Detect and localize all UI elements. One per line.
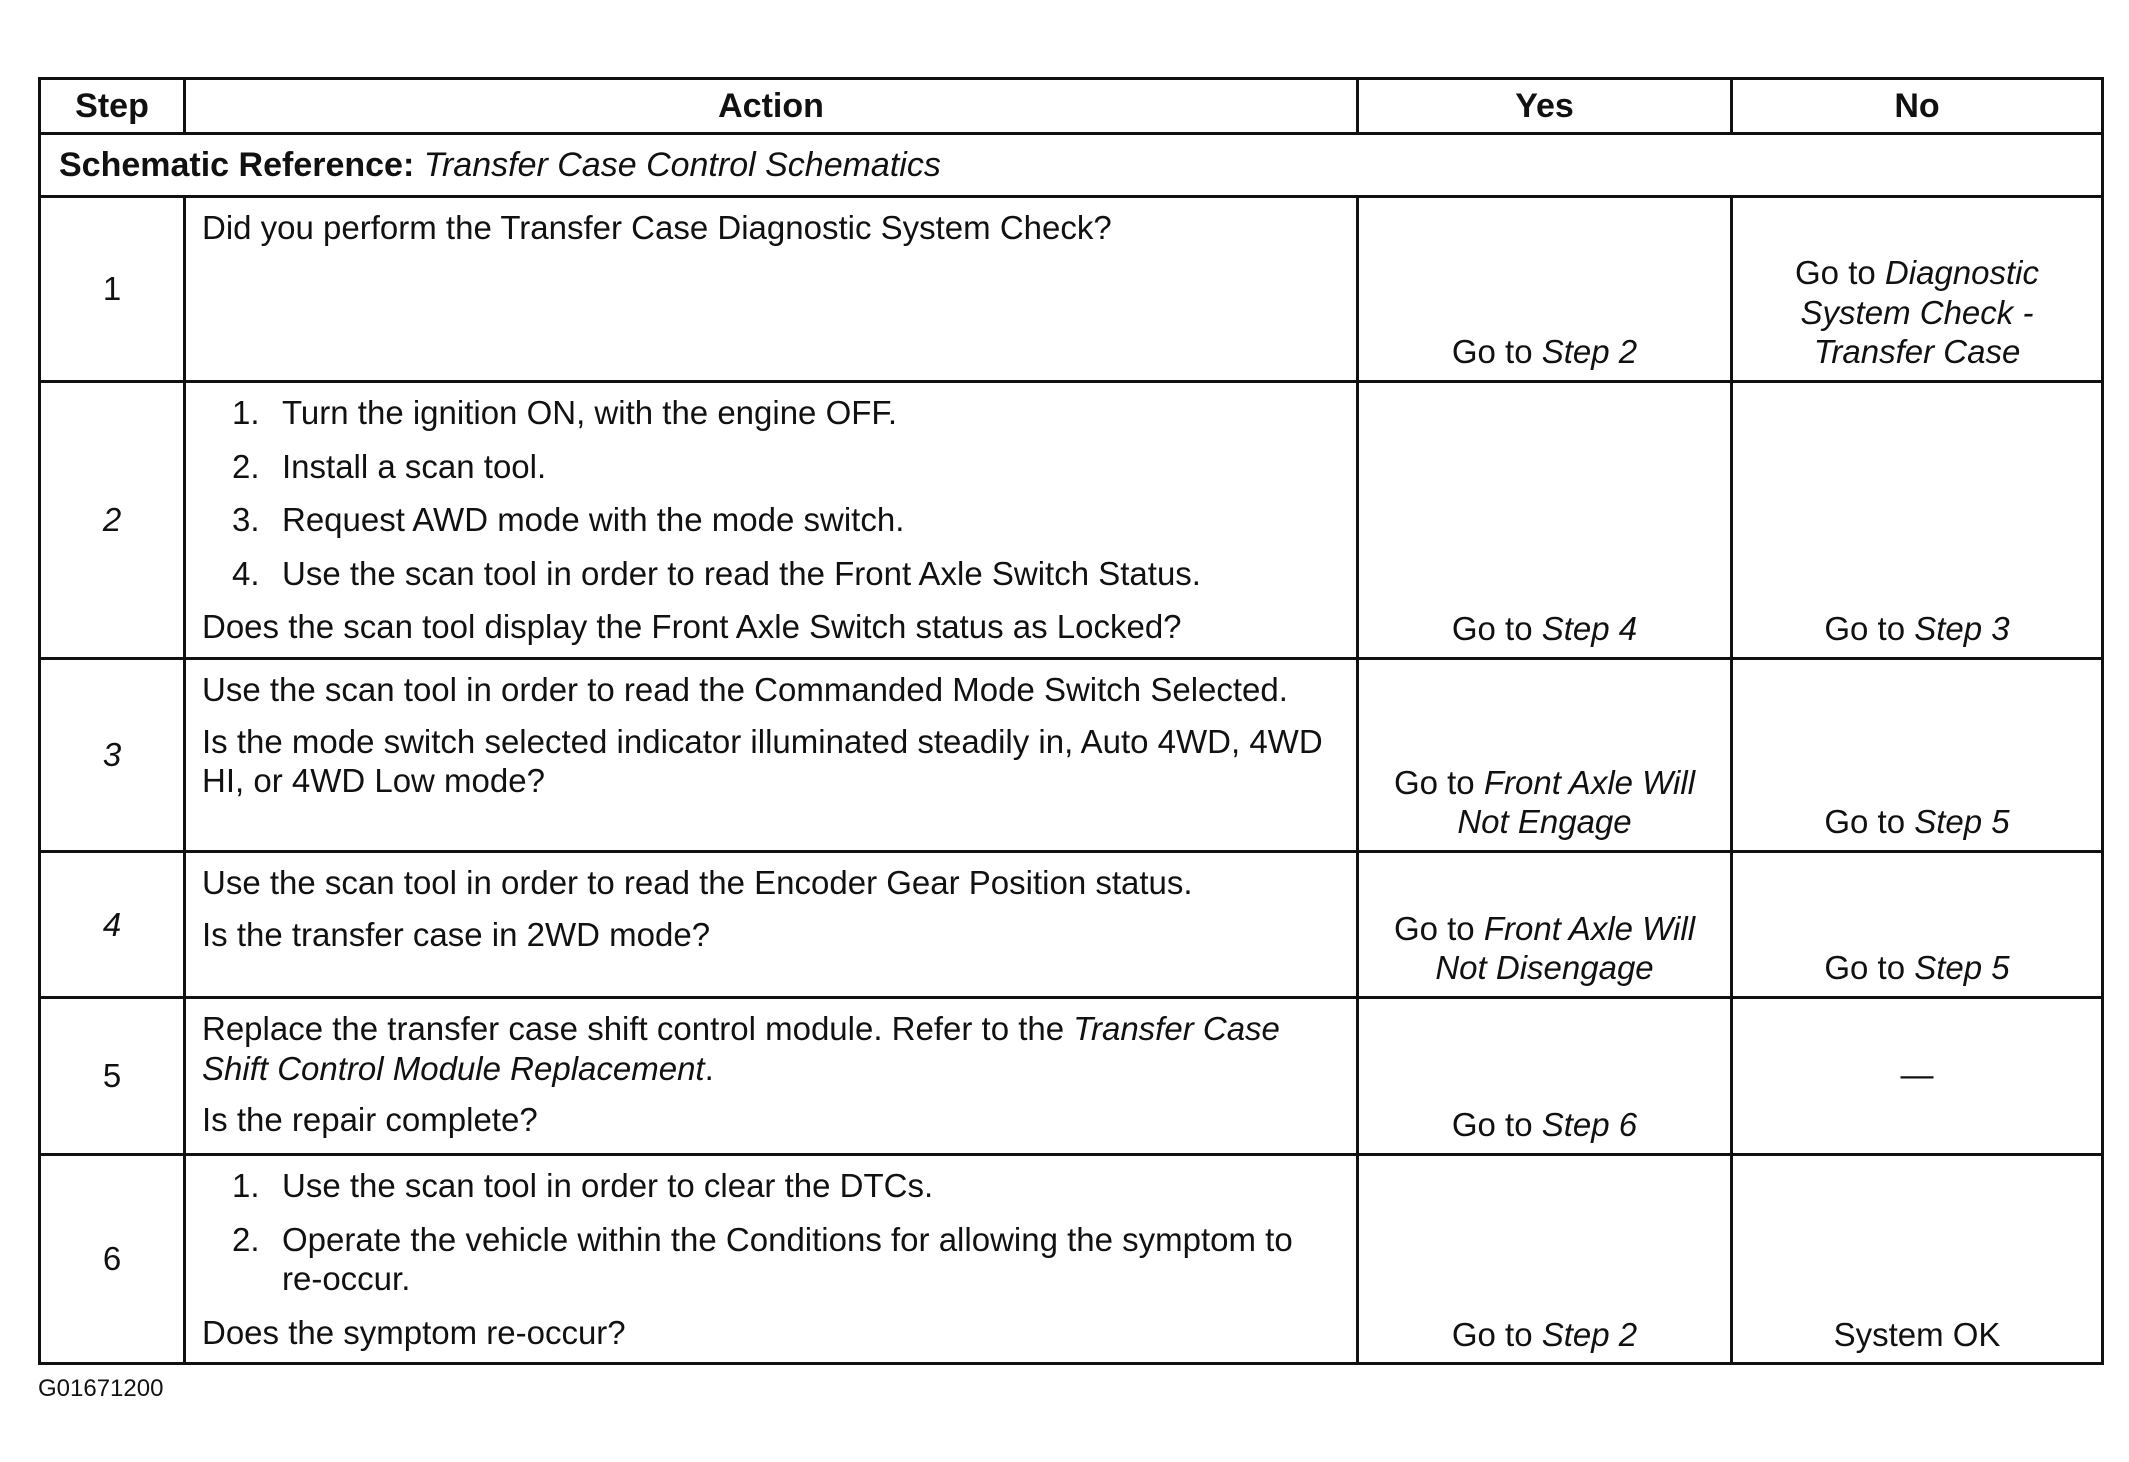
action-cell — [185, 197, 1358, 382]
no-cell — [1732, 658, 2103, 851]
header-no: No — [1732, 79, 2103, 134]
no-link[interactable]: Step 5 — [1914, 949, 2010, 987]
list-number: 1. — [232, 394, 260, 431]
no-cell — [1732, 197, 2103, 382]
instruction-prefix: Replace the transfer case shift control module. Refer to the — [202, 1009, 1065, 1047]
yes-cell — [1358, 1154, 1732, 1363]
table-row — [40, 658, 2103, 851]
no-prefix: Go to — [1824, 949, 1906, 987]
list-number: 1. — [232, 1166, 260, 1204]
action-cell — [185, 851, 1358, 997]
action-cell — [185, 997, 1358, 1154]
no-prefix: Go to — [1824, 610, 1906, 648]
no-text: System OK — [1833, 1315, 2001, 1353]
question-text: Is the transfer case in 2WD mode? — [202, 915, 711, 953]
table-row — [40, 382, 2103, 659]
instruction-text: Use the scan tool in order to read the Encoder Gear Position status. — [202, 863, 1193, 901]
yes-prefix: Go to — [1451, 1315, 1533, 1353]
list-item — [202, 554, 1340, 594]
step-number: 2 — [40, 382, 185, 659]
no-prefix: Go to — [1795, 254, 1876, 292]
question-text: Does the scan tool display the Front Axle Switch status as Locked? — [202, 608, 1182, 646]
instruction-text: Use the scan tool in order to read the Commanded Mode Switch Selected. — [202, 670, 1288, 708]
step-number: 6 — [40, 1154, 185, 1363]
yes-cell — [1358, 658, 1732, 851]
yes-link[interactable]: Step 2 — [1541, 333, 1638, 371]
schematic-reference-link[interactable]: Transfer Case Control Schematics — [423, 145, 941, 184]
list-text: Operate the vehicle within the Conditions for allowing the symptom to re-occur. — [282, 1220, 1293, 1298]
no-cell — [1732, 851, 2103, 997]
yes-link[interactable]: Step 6 — [1541, 1106, 1638, 1144]
list-item — [202, 447, 1340, 487]
yes-cell — [1358, 997, 1732, 1154]
list-number: 4. — [232, 554, 260, 592]
header-action: Action — [185, 79, 1358, 134]
no-cell — [1732, 997, 2103, 1154]
step-number: 1 — [40, 197, 185, 382]
step-number: 4 — [40, 851, 185, 997]
table-row — [40, 997, 2103, 1154]
schematic-reference-label: Schematic Reference: — [59, 145, 415, 184]
list-item — [202, 500, 1340, 540]
list-item — [202, 1220, 1340, 1299]
schematic-reference — [40, 134, 2103, 197]
list-item — [202, 393, 1340, 433]
yes-link[interactable]: Front Axle Will Not Engage — [1457, 763, 1696, 841]
yes-cell — [1358, 851, 1732, 997]
instruction-suffix: . — [704, 1049, 714, 1087]
list-number: 3. — [232, 501, 260, 539]
yes-prefix: Go to — [1451, 1106, 1533, 1144]
list-number: 2. — [232, 447, 260, 485]
question-text: Does the symptom re-occur? — [202, 1313, 626, 1351]
no-prefix: Go to — [1824, 803, 1906, 841]
header-row — [40, 79, 2103, 134]
list-text: Install a scan tool. — [282, 447, 547, 485]
diagnostic-table — [38, 77, 2104, 1365]
no-cell — [1732, 382, 2103, 659]
question-text: Did you perform the Transfer Case Diagnostic System Check? — [202, 209, 1112, 246]
step-number: 3 — [40, 658, 185, 851]
action-cell — [185, 658, 1358, 851]
figure-code: G01671200 — [38, 1375, 164, 1402]
list-text: Turn the ignition ON, with the engine OFF. — [282, 394, 898, 431]
no-text: — — [1900, 1056, 1934, 1094]
action-cell — [185, 1154, 1358, 1363]
table-row — [40, 1154, 2103, 1363]
header-yes: Yes — [1358, 79, 1732, 134]
no-cell — [1732, 1154, 2103, 1363]
yes-prefix: Go to — [1451, 333, 1533, 371]
yes-link[interactable]: Front Axle Will Not Disengage — [1435, 909, 1696, 987]
list-text: Use the scan tool in order to clear the DTCs. — [282, 1166, 934, 1204]
instruction-text — [202, 1009, 1340, 1088]
list-text: Use the scan tool in order to read the Front Axle Switch Status. — [282, 554, 1201, 592]
yes-prefix: Go to — [1393, 763, 1475, 801]
yes-cell — [1358, 197, 1732, 382]
table-row — [40, 197, 2103, 382]
question-text: Is the repair complete? — [202, 1101, 538, 1139]
list-number: 2. — [232, 1220, 260, 1258]
no-link[interactable]: Step 3 — [1914, 610, 2010, 648]
no-link[interactable]: Step 5 — [1914, 803, 2010, 841]
yes-link[interactable]: Step 2 — [1541, 1315, 1638, 1353]
list-text: Request AWD mode with the mode switch. — [282, 501, 905, 539]
yes-cell — [1358, 382, 1732, 659]
schematic-reference-row — [40, 134, 2103, 197]
no-link[interactable]: Diagnostic System Check - Transfer Case — [1800, 254, 2039, 371]
question-text: Is the mode switch selected indicator illuminated steadily in, Auto 4WD, 4WD HI, or 4WD Low mode? — [202, 722, 1323, 800]
table-row — [40, 851, 2103, 997]
yes-prefix: Go to — [1393, 909, 1475, 947]
instruction-link[interactable]: Transfer Case Shift Control Module Replacement — [202, 1009, 1280, 1087]
yes-link[interactable]: Step 4 — [1541, 610, 1638, 648]
step-number: 5 — [40, 997, 185, 1154]
action-cell — [185, 382, 1358, 659]
list-item — [202, 1166, 1340, 1206]
header-step: Step — [40, 79, 185, 134]
yes-prefix: Go to — [1451, 610, 1533, 648]
